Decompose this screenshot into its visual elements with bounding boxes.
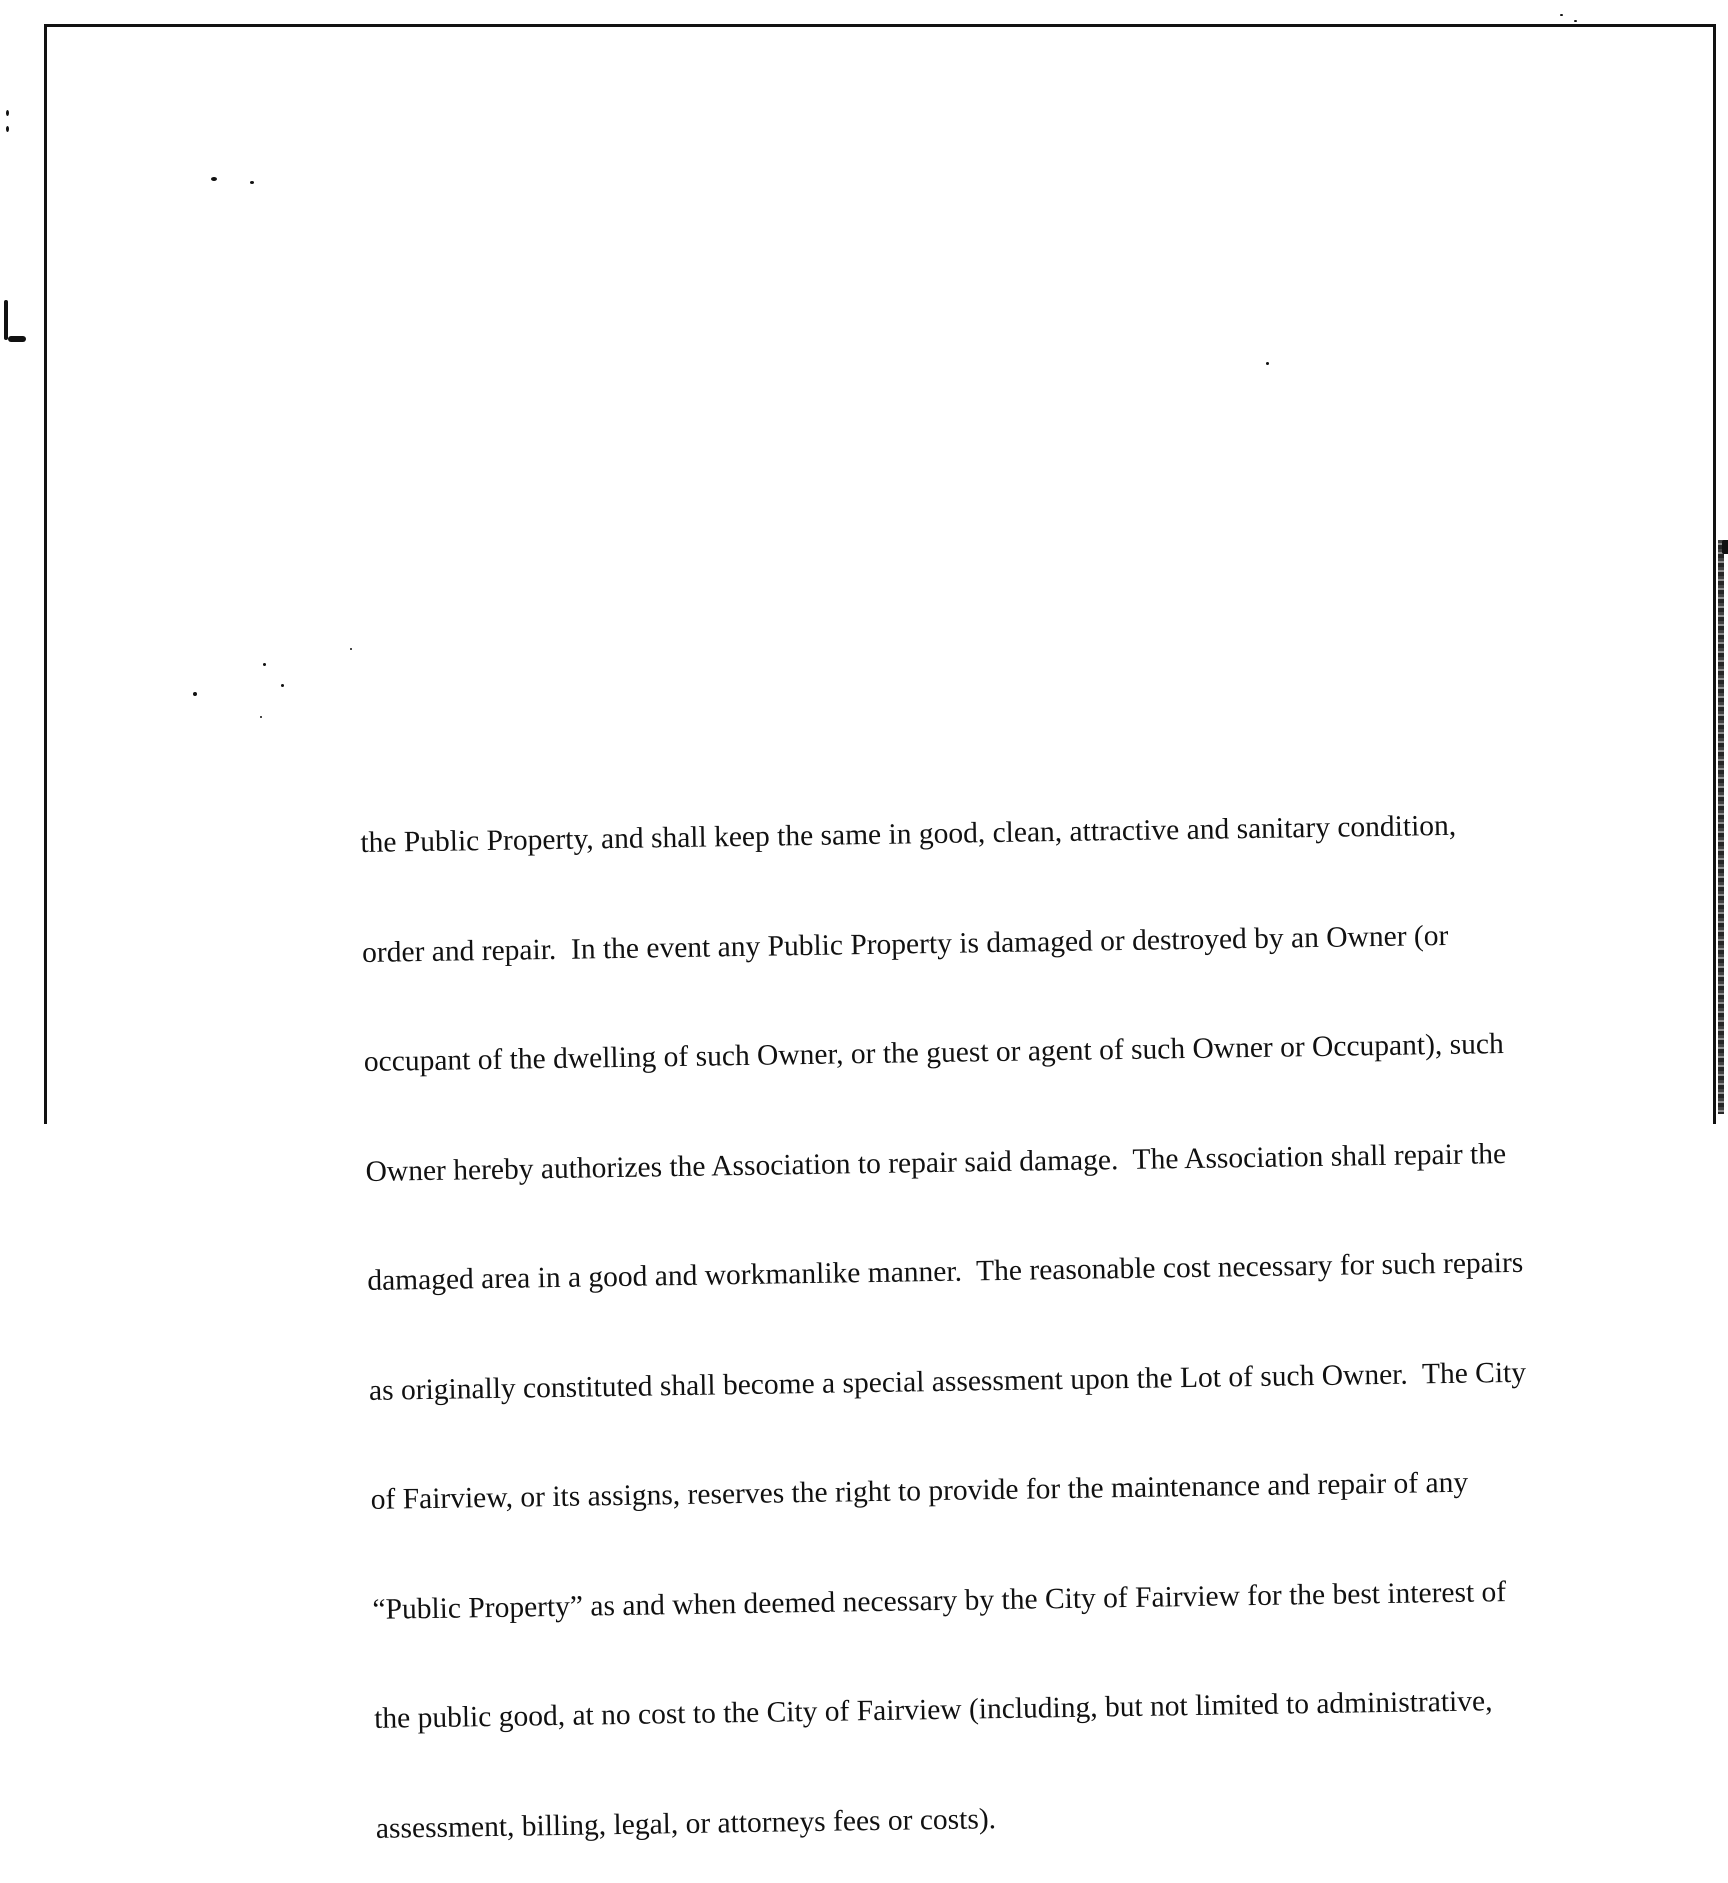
scan-speck	[260, 716, 262, 718]
scan-speck	[250, 181, 254, 184]
scan-speck	[1266, 362, 1269, 365]
paragraph-line: the Public Property, and shall keep the same in good, clean, attractive and sanitary condition,	[360, 809, 1457, 859]
scan-speck	[281, 684, 284, 687]
scan-edge	[1718, 540, 1724, 1114]
scan-speck	[4, 300, 8, 340]
paragraph-line: “Public Property” as and when deemed necessary by the City of Fairview for the best interest of	[372, 1575, 1507, 1626]
paragraph-line: as originally constituted shall become a special assessment upon the Lot of such Owner. The City	[368, 1356, 1527, 1407]
scan-speck	[263, 663, 266, 666]
scan-speck	[1560, 14, 1563, 16]
scan-speck	[193, 692, 197, 696]
scan-speck	[1722, 540, 1728, 554]
scan-speck	[8, 336, 26, 342]
paragraph-line: Owner hereby authorizes the Association to repair said damage. The Association shall repair the	[365, 1137, 1507, 1188]
paragraph-line: order and repair. In the event any Public Property is damaged or destroyed by an Owner (or	[361, 919, 1449, 969]
paragraph-line: occupant of the dwelling of such Owner, or the guest or agent of such Owner or Occupant), such	[363, 1028, 1504, 1078]
scan-speck	[350, 648, 352, 650]
scan-speck	[1574, 20, 1577, 22]
paragraph-line: of Fairview, or its assigns, reserves the right to provide for the maintenance and repair of any	[370, 1466, 1469, 1516]
document-paragraph	[359, 732, 1637, 1883]
scan-speck	[211, 177, 217, 181]
scan-speck	[6, 126, 9, 132]
paragraph-line: assessment, billing, legal, or attorneys fees or costs).	[375, 1802, 997, 1845]
paragraph-line: damaged area in a good and workmanlike manner. The reasonable cost necessary for such repairs	[367, 1246, 1524, 1297]
paragraph-line: the public good, at no cost to the City of Fairview (including, but not limited to administrative,	[373, 1685, 1493, 1735]
scan-speck	[6, 110, 9, 116]
